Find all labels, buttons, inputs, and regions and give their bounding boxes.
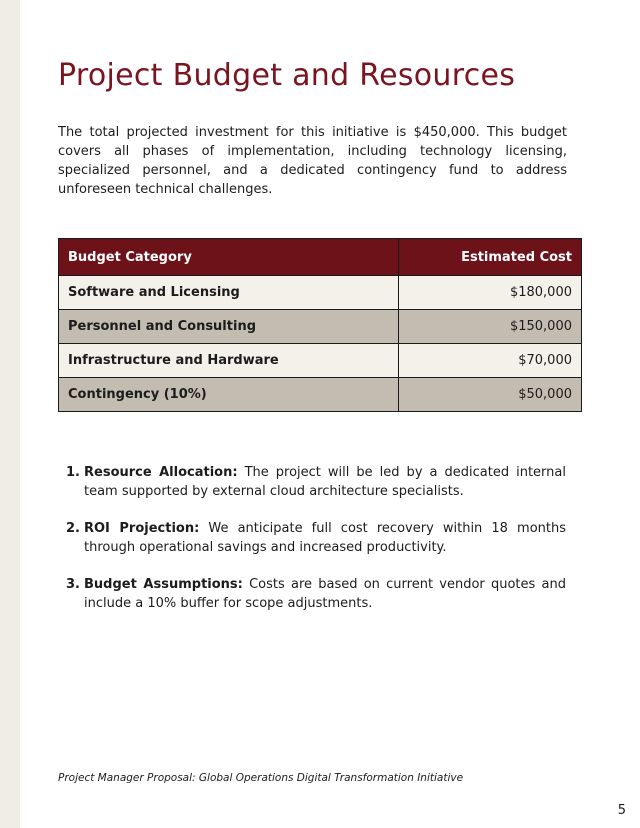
header-estimated-cost: Estimated Cost [399,239,582,276]
list-number: 1. [66,465,80,480]
footer-text: Project Manager Proposal: Global Operations Digital Transformation Initiative [58,772,464,784]
row-cost: $180,000 [399,276,582,310]
list-text: Costs are based on current vendor quotes and include a 10% buffer for scope adjustments. [84,577,566,611]
table-row [59,344,582,378]
intro-paragraph: The total projected investment for this initiative is $450,000. This budget covers all phases of implementation, including technology licensing, specialized personnel, and a dedicated contingency fund to address unforeseen technical challenges. [58,125,567,197]
list-text: We anticipate full cost recovery within 18 months through operational savings and increased productivity. [84,521,566,555]
list-number: 2. [66,521,80,536]
row-category: Software and Licensing [59,276,399,310]
row-category: Contingency (10%) [59,378,399,412]
list-lead: Budget Assumptions: [84,577,243,592]
row-cost: $50,000 [399,378,582,412]
table-row [59,276,582,310]
page-title: Project Budget and Resources [58,58,516,93]
row-cost: $150,000 [399,310,582,344]
list-text: The project will be led by a dedicated internal team supported by external cloud architecture specialists. [84,465,566,499]
table-row [59,378,582,412]
list-item [66,463,566,501]
notes-list [66,463,566,631]
row-category: Personnel and Consulting [59,310,399,344]
side-strip [0,0,20,828]
budget-table [58,238,582,412]
list-lead: ROI Projection: [84,521,200,536]
row-category: Infrastructure and Hardware [59,344,399,378]
row-cost: $70,000 [399,344,582,378]
list-item [66,575,566,613]
list-lead: Resource Allocation: [84,465,238,480]
table-row [59,310,582,344]
list-item [66,519,566,557]
page-number: 5 [617,803,626,818]
header-budget-category: Budget Category [59,239,399,276]
list-number: 3. [66,577,80,592]
table-header-row [59,239,582,276]
